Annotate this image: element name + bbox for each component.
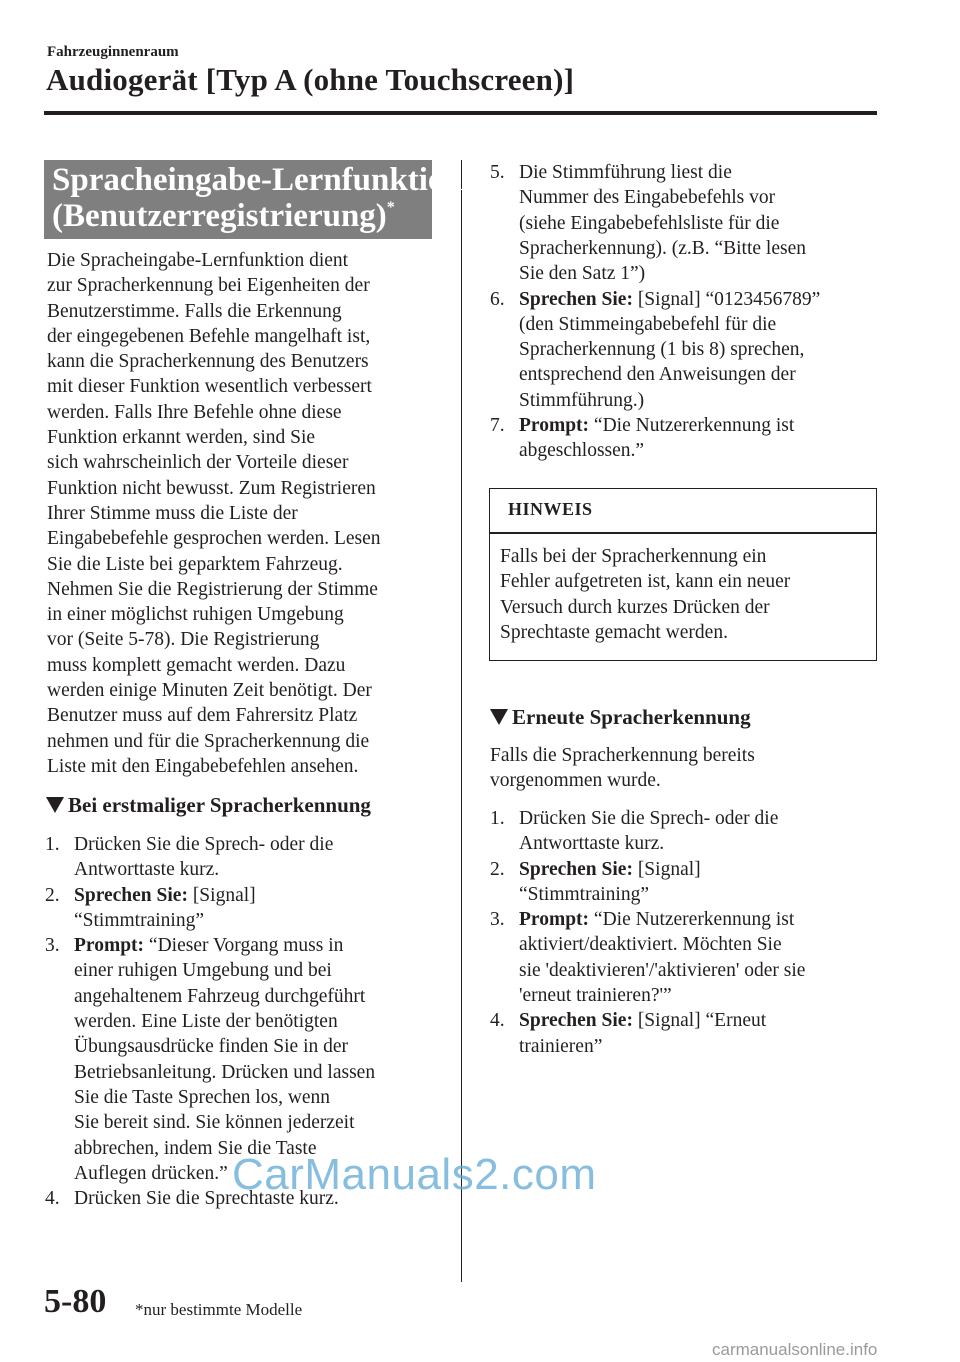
step-line-text: Spracherkennung (1 bis 8) sprechen,: [519, 339, 805, 361]
step-number: 1.: [490, 808, 505, 829]
text-line: der eingegebenen Befehle mangelhaft ist,: [47, 325, 371, 347]
step-line-text: Übungsausdrücke finden Sie in der: [74, 1036, 349, 1058]
step-number: 4.: [45, 1188, 60, 1210]
step-item: [490, 413, 890, 464]
step-line-text: [Signal] “Erneut: [632, 1010, 767, 1032]
step-line-text: Sie bereit sind. Sie können jederzeit: [74, 1112, 355, 1134]
step-item: [490, 857, 890, 908]
step-item: [490, 907, 890, 1008]
step-keyword: Sprechen Sie:: [74, 884, 188, 906]
step-line: [519, 438, 794, 463]
step-line: [519, 287, 820, 312]
step-line: [519, 362, 820, 387]
text-line: nehmen und für die Spracherkennung die: [47, 730, 370, 752]
step-line: [74, 958, 375, 983]
step-keyword: Prompt:: [519, 415, 590, 436]
text-line: Benutzer muss auf dem Fahrersitz Platz: [47, 705, 358, 727]
step-line-text: [Signal]: [632, 858, 701, 880]
step-item: [490, 160, 890, 287]
step-line: [519, 211, 806, 236]
text-line: kann die Spracherkennung des Benutzers: [47, 351, 369, 373]
page-number: 5-80: [44, 1283, 107, 1320]
step-line-text: Spracherkennung). (z.B. “Bitte lesen: [519, 237, 806, 259]
step-number: 1.: [45, 834, 60, 855]
step-line-text: (den Stimmeingabebefehl für die: [519, 313, 777, 335]
step-line: [519, 413, 794, 438]
step-number: 7.: [490, 415, 505, 436]
step-line-text: Drücken Sie die Sprech- oder die: [519, 808, 779, 829]
subheading-retrain: [490, 705, 751, 730]
step-line-text: (siehe Eingabebefehlsliste für die: [519, 212, 780, 234]
section-title-line2: [52, 198, 395, 235]
text-line: sich wahrscheinlich der Vorteile dieser: [47, 452, 349, 474]
step-line-text: sie 'deaktivieren'/'aktivieren' oder sie: [519, 959, 806, 981]
step-number: 4.: [490, 1010, 505, 1032]
step-line-text: entsprechend den Anweisungen der: [519, 364, 796, 386]
step-line: [519, 1034, 766, 1059]
step-line: [519, 1008, 766, 1033]
step-line-text: angehaltenem Fahrzeug durchgeführt: [74, 985, 366, 1007]
text-line: Ihrer Stimme muss die Liste der: [47, 502, 298, 524]
step-text: [519, 160, 806, 286]
step-text: [519, 907, 805, 1008]
page-title: Audiogerät [Typ A (ohne Touchscreen)]: [46, 62, 575, 97]
step-text: [519, 287, 820, 413]
step-line-text: werden. Eine Liste der benötigten: [74, 1011, 338, 1033]
header-divider: [44, 111, 877, 115]
text-line: werden. Falls Ihre Befehle ohne diese: [47, 401, 342, 423]
step-number: 5.: [490, 162, 505, 183]
triangle-down-icon: [490, 709, 508, 725]
step-line-text: trainieren”: [519, 1035, 603, 1057]
step-line: [519, 932, 805, 957]
step-text: [519, 413, 794, 464]
subheading-first-use-text: Bei erstmaliger Spracherkennung: [68, 793, 371, 817]
section-title-line1: Spracheingabe-Lernfunktion: [52, 162, 463, 198]
step-text: [74, 933, 375, 1186]
retrain-intro-paragraph: [490, 743, 755, 794]
step-item: [45, 883, 445, 934]
step-line: [519, 388, 820, 413]
step-line: [74, 1060, 375, 1085]
step-line-text: [Signal] “0123456789”: [632, 288, 821, 310]
step-number: 3.: [45, 935, 60, 957]
step-line-text: 'erneut trainieren?'”: [519, 985, 672, 1007]
subheading-first-use: [46, 793, 371, 818]
step-text: [519, 857, 701, 908]
step-line: [74, 933, 375, 958]
step-number: 2.: [45, 884, 60, 906]
step-line-text: Antworttaste kurz.: [74, 859, 220, 881]
step-line-text: Nummer des Eingabebefehls vor: [519, 187, 776, 209]
step-line: [519, 882, 701, 907]
text-line: Fehler aufgetreten ist, kann ein neuer: [500, 571, 791, 593]
text-line: mit dieser Funktion wesentlich verbessert: [47, 376, 372, 398]
text-line: Funktion nicht bewusst. Zum Registrieren: [47, 477, 376, 499]
step-line: [74, 1009, 375, 1034]
step-keyword: Sprechen Sie:: [519, 1010, 633, 1032]
step-number: 6.: [490, 288, 505, 310]
step-item: [490, 287, 890, 414]
step-line-text: “Die Nutzererkennung ist: [589, 909, 795, 931]
step-keyword: Sprechen Sie:: [519, 858, 633, 880]
step-text: [74, 883, 256, 934]
step-line: [74, 1110, 375, 1135]
footnote-marker: *: [386, 199, 395, 216]
step-text: [519, 1008, 766, 1059]
text-line: werden einige Minuten Zeit benötigt. Der: [47, 680, 372, 702]
step-item: [45, 933, 445, 1186]
note-text: [500, 544, 790, 645]
text-line: Sprechtaste gemacht werden.: [500, 621, 728, 643]
chapter-label: Fahrzeuginnenraum: [47, 44, 179, 60]
step-text: [519, 806, 778, 857]
text-line: Sie die Liste bei geparktem Fahrzeug.: [47, 553, 343, 575]
text-line: Funktion erkannt werden, sind Sie: [47, 427, 316, 449]
step-line-text: einer ruhigen Umgebung und bei: [74, 960, 332, 982]
text-line: vor (Seite 5-78). Die Registrierung: [47, 629, 320, 651]
step-line-text: [Signal]: [187, 884, 256, 906]
footnote: *nur bestimmte Modelle: [135, 1300, 303, 1319]
text-line: vorgenommen wurde.: [490, 770, 661, 792]
text-line: Liste mit den Eingabebefehlen ansehen.: [47, 755, 359, 777]
step-line-text: Die Stimmführung liest die: [519, 162, 732, 183]
step-line-text: Antworttaste kurz.: [519, 833, 665, 855]
step-line: [519, 831, 778, 856]
step-line-text: “Stimmtraining”: [519, 883, 649, 905]
section-intro-paragraph: [47, 248, 381, 779]
step-line: [519, 312, 820, 337]
text-line: Nehmen Sie die Registrierung der Stimme: [47, 578, 378, 600]
step-line: [519, 236, 806, 261]
step-line-text: “Dieser Vorgang muss in: [144, 935, 344, 957]
step-line: [519, 907, 805, 932]
step-line: [519, 337, 820, 362]
text-line: muss komplett gemacht werden. Dazu: [47, 654, 346, 676]
step-line: [74, 832, 333, 857]
step-line: [519, 160, 806, 185]
step-line: [74, 1085, 375, 1110]
step-line: [74, 984, 375, 1009]
section-title-banner: [44, 160, 463, 239]
text-line: Eingabebefehle gesprochen werden. Lesen: [47, 528, 381, 550]
step-item: [490, 806, 890, 857]
step-item: [45, 832, 445, 883]
step-line: [74, 908, 256, 933]
text-line: in einer möglichst ruhigen Umgebung: [47, 604, 344, 626]
step-line-text: Sie die Taste Sprechen los, wenn: [74, 1086, 331, 1108]
text-line: Falls bei der Spracherkennung ein: [500, 546, 767, 567]
step-number: 2.: [490, 858, 505, 880]
step-line: [519, 806, 778, 831]
step-line-text: “Die Nutzererkennung ist: [589, 415, 795, 436]
step-line-text: abgeschlossen.”: [519, 440, 645, 462]
step-line-text: Betriebsanleitung. Drücken und lassen: [74, 1061, 376, 1083]
step-keyword: Prompt:: [519, 909, 590, 931]
text-line: Falls die Spracherkennung bereits: [490, 745, 755, 766]
step-item: [490, 1008, 890, 1059]
note-divider: [490, 532, 876, 534]
step-text: [74, 832, 333, 883]
step-line: [74, 883, 256, 908]
text-line: Versuch durch kurzes Drücken der: [500, 596, 770, 618]
step-line-text: Auflegen drücken.”: [74, 1162, 228, 1184]
step-line: [519, 857, 701, 882]
step-line-text: Drücken Sie die Sprech- oder die: [74, 834, 334, 855]
site-watermark: carmanualsonline.info: [712, 1340, 878, 1359]
step-line: [519, 958, 805, 983]
step-number: 3.: [490, 909, 505, 931]
triangle-down-icon: [46, 797, 64, 813]
text-line: zur Spracherkennung bei Eigenheiten der: [47, 275, 370, 297]
watermark-logo: CarManuals2.com: [232, 1150, 597, 1199]
step-line-text: “Stimmtraining”: [74, 909, 204, 931]
step-line-text: Drücken Sie die Sprechtaste kurz.: [74, 1188, 339, 1210]
text-line: Die Spracheingabe-Lernfunktion dient: [47, 250, 349, 271]
step-line: [74, 1034, 375, 1059]
step-line: [74, 857, 333, 882]
step-line: [519, 261, 806, 286]
note-title: HINWEIS: [508, 499, 593, 519]
note-box: [489, 488, 877, 661]
step-line: [519, 185, 806, 210]
subheading-retrain-text: Erneute Spracherkennung: [512, 705, 751, 729]
step-keyword: Sprechen Sie:: [519, 288, 633, 310]
step-line-text: abbrechen, indem Sie die Taste: [74, 1137, 317, 1159]
text-line: Benutzerstimme. Falls die Erkennung: [47, 300, 342, 322]
step-line-text: Stimmführung.): [519, 389, 645, 411]
step-line: [519, 983, 805, 1008]
step-keyword: Prompt:: [74, 935, 145, 957]
step-line-text: Sie den Satz 1”): [519, 263, 646, 285]
step-line-text: aktiviert/deaktiviert. Möchten Sie: [519, 934, 782, 956]
section-title-line2-text: (Benutzerregistrierung): [52, 198, 387, 234]
column-divider: [461, 160, 462, 1282]
